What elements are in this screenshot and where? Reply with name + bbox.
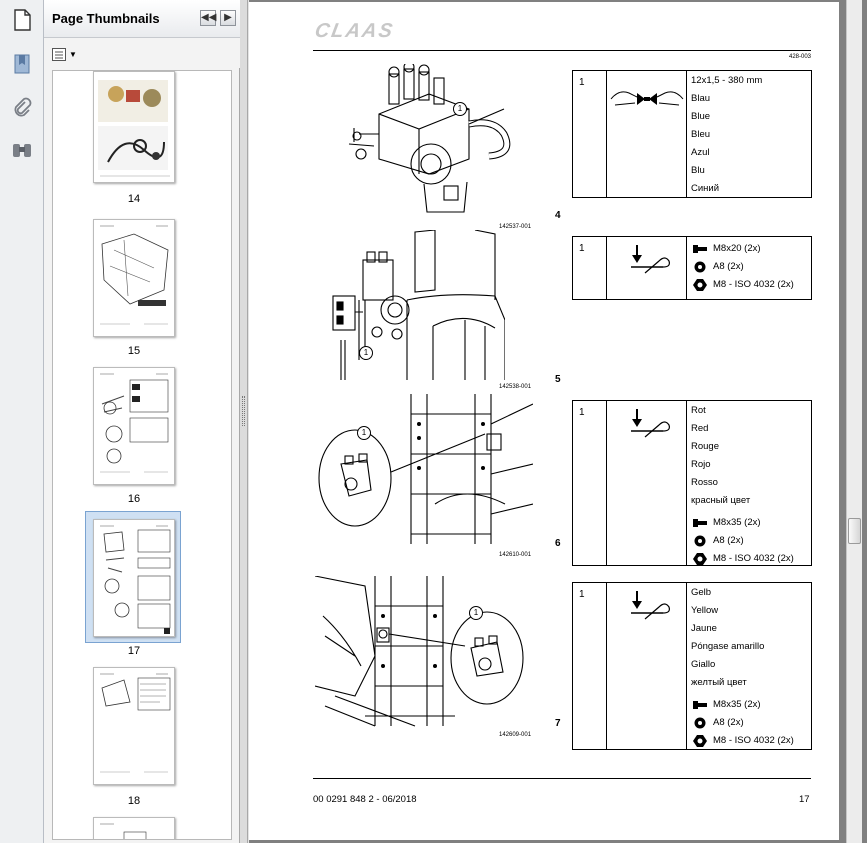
color-it: Rosso [691,477,718,488]
page-number: 17 [799,794,810,805]
hardware-item: M8 - ISO 4032 (2x) [713,735,794,746]
color-de: Rot [691,405,706,416]
header-rule [313,50,811,51]
hardware-item: A8 (2x) [713,535,744,546]
thumbnail-list[interactable] [52,70,232,840]
color-it: Giallo [691,659,716,670]
bookmarks-icon[interactable] [8,50,36,78]
bolt-icon [693,699,707,711]
step-number: 5 [555,374,561,385]
washer-icon [693,261,707,273]
callout-number: 1 [469,606,483,620]
figure-valve-mount-drawing [315,230,505,380]
color-de: Blau [691,93,711,104]
color-es: Azul [691,147,710,158]
image-reference: 142537-001 [499,224,532,230]
panel-title: Page Thumbnails [52,11,160,26]
thumbnail-page-15[interactable] [93,219,175,337]
image-reference: 142609-001 [499,732,532,738]
color-de: Gelb [691,587,712,598]
bolt-icon [693,517,707,529]
washer-icon [693,535,707,547]
color-fr: Rouge [691,441,719,452]
color-ru: Синий [691,183,720,194]
thumbnail-options-button[interactable] [52,46,80,62]
step-number: 6 [555,538,561,549]
image-reference: 142610-001 [499,552,532,558]
panel-splitter[interactable] [240,0,248,843]
hardware-item: M8x35 (2x) [713,517,761,528]
color-it: Blu [691,165,705,176]
panel-toolbar [44,38,240,68]
callout-number: 1 [453,102,467,116]
layers-binoculars-icon[interactable] [8,136,36,164]
page-thumbnails-panel-icon[interactable] [8,6,36,34]
hardware-item: M8 - ISO 4032 (2x) [713,279,794,290]
thumbnail-page-17[interactable] [93,519,175,637]
quantity: 1 [573,237,607,299]
page-reference: 428-003 [789,54,812,60]
bolt-icon [693,243,707,255]
claas-logo: CLAAS [313,20,396,42]
color-en: Red [691,423,709,434]
step-number: 4 [555,210,561,221]
nut-icon [693,735,707,747]
figure-valve-block-drawing [319,64,519,214]
figure-frame-yellow-valve-drawing [315,576,533,728]
panel-menu-button[interactable] [220,10,236,26]
thumbnail-page-label: 17 [127,645,141,657]
hardware-item: A8 (2x) [713,717,744,728]
color-fr: Bleu [691,129,711,140]
part-spec: 12x1,5 - 380 mm [691,75,763,86]
thumbnail-page-label: 18 [127,795,141,807]
thumbnail-page-16[interactable] [93,367,175,485]
color-fr: Jaune [691,623,717,634]
thumbnail-page-label: 14 [127,193,141,205]
chevron-right-icon: ▶ [224,12,232,23]
options-list-icon [52,48,66,61]
parts-table-text [691,583,811,749]
step-number: 7 [555,718,561,729]
image-reference: 142538-001 [499,384,532,390]
callout-number: 1 [357,426,371,440]
thumbnail-page-19[interactable] [93,817,175,840]
dropdown-arrow-icon: ▼ [69,49,77,59]
parts-table-text [691,237,811,299]
hardware-item: M8x35 (2x) [713,699,761,710]
thumbnail-page-14[interactable] [93,71,175,183]
parts-table-step-4 [572,70,812,198]
panel-header [44,0,240,38]
hardware-item: A8 (2x) [713,261,744,272]
document-scroll-thumb[interactable] [848,518,861,544]
thumbnail-page-label: 16 [127,493,141,505]
document-page [249,2,839,840]
washer-icon [693,717,707,729]
mount-wrench-icon [607,237,687,299]
hardware-item: M8 - ISO 4032 (2x) [713,553,794,564]
color-ru: желтый цвет [691,677,747,688]
splitter-grip-icon [242,396,245,426]
double-chevron-left-icon: ◀◀ [201,12,217,23]
nut-icon [693,553,707,565]
hardware-item: M8x20 (2x) [713,243,761,254]
mount-wrench-icon [607,401,687,565]
parts-table-step-5 [572,236,812,300]
parts-table-text [691,71,811,197]
document-view[interactable] [249,0,867,843]
footer-rule [313,778,811,779]
quantity: 1 [573,401,607,565]
figure-frame-valve-drawing [315,394,533,550]
parts-table-text [691,401,811,565]
nut-icon [693,279,707,291]
document-scrollbar[interactable] [846,0,862,843]
parts-table-step-6 [572,400,812,566]
color-ru: красный цвет [691,495,751,506]
thumbnail-page-18[interactable] [93,667,175,785]
page-thumbnails-panel [44,0,240,843]
navigation-tool-rail [0,0,44,843]
attachments-paperclip-icon[interactable] [8,94,36,122]
quantity: 1 [573,71,607,197]
color-es: Rojo [691,459,711,470]
thumbnail-page-label: 15 [127,345,141,357]
color-en: Yellow [691,605,719,616]
document-number: 00 0291 848 2 - 06/2018 [313,794,417,805]
mount-wrench-icon [607,583,687,749]
color-en: Blue [691,111,711,122]
callout-number: 1 [359,346,373,360]
quantity: 1 [573,583,607,749]
parts-table-step-7 [572,582,812,750]
collapse-panel-button[interactable] [200,10,216,26]
color-es: Póngase amarillo [691,641,765,652]
hose-connect-icon [607,71,687,197]
